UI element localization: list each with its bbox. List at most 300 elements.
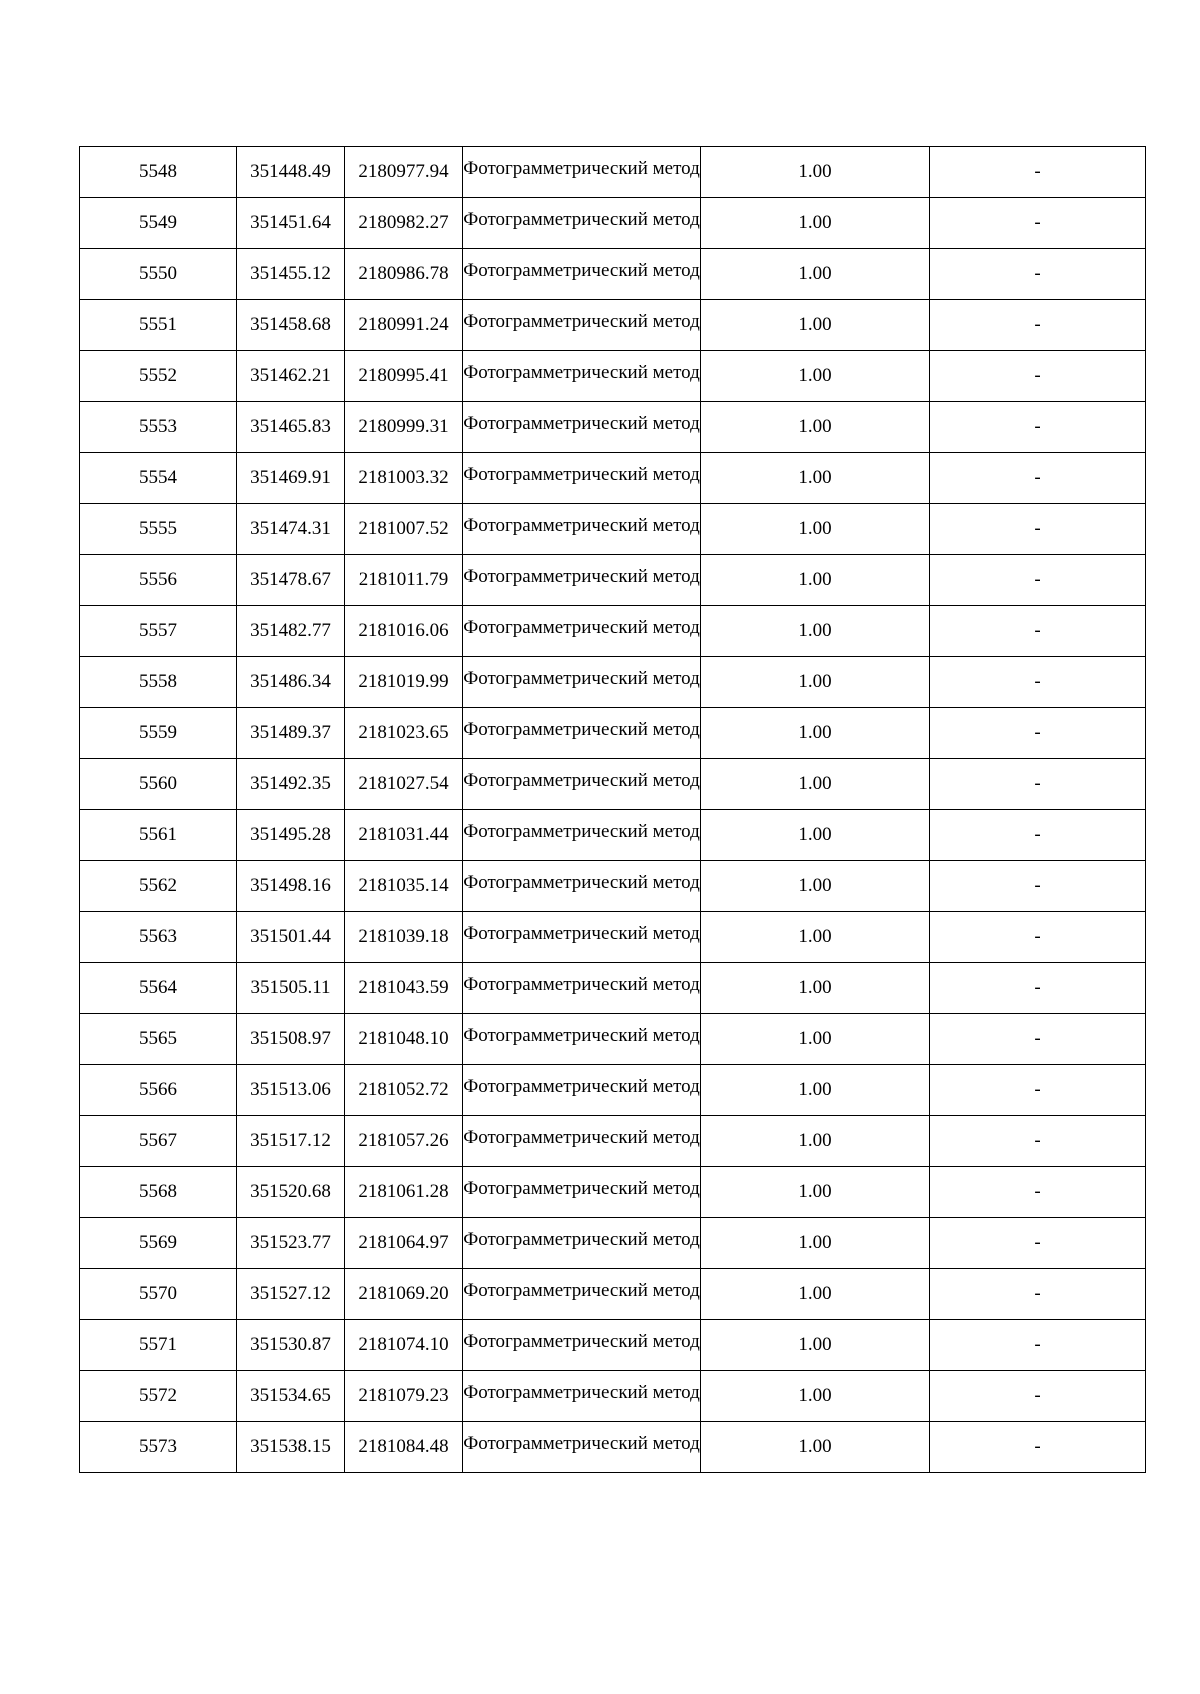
coordinate-y-text: 2181011.79 bbox=[358, 569, 449, 590]
coordinate-y-text: 2181084.48 bbox=[358, 1436, 449, 1457]
coordinate-x-text: 351508.97 bbox=[250, 1028, 331, 1049]
coordinate-x-cell bbox=[237, 861, 345, 912]
coordinates-table-body bbox=[80, 147, 1146, 1473]
table-row bbox=[80, 402, 1146, 453]
accuracy-cell bbox=[701, 912, 930, 963]
point-number-text: 5558 bbox=[139, 671, 177, 692]
point-number-cell bbox=[80, 504, 237, 555]
point-number-cell bbox=[80, 1422, 237, 1473]
coordinate-x-text: 351451.64 bbox=[250, 212, 331, 233]
coordinate-x-text: 351517.12 bbox=[250, 1130, 331, 1151]
point-number-text: 5565 bbox=[139, 1028, 177, 1049]
accuracy-cell bbox=[701, 300, 930, 351]
table-row bbox=[80, 759, 1146, 810]
coordinate-y-cell bbox=[345, 810, 463, 861]
coordinate-y-text: 2181064.97 bbox=[358, 1232, 449, 1253]
table-row bbox=[80, 504, 1146, 555]
note-text: - bbox=[1034, 1130, 1041, 1151]
accuracy-cell bbox=[701, 1065, 930, 1116]
accuracy-text: 1.00 bbox=[798, 977, 832, 998]
coordinate-y-cell bbox=[345, 1269, 463, 1320]
method-text: Фотограмметрический метод bbox=[463, 566, 700, 587]
method-text: Фотограмметрический метод bbox=[463, 1076, 700, 1097]
point-number-cell bbox=[80, 402, 237, 453]
coordinate-y-text: 2181023.65 bbox=[358, 722, 449, 743]
coordinate-y-cell bbox=[345, 1014, 463, 1065]
note-text: - bbox=[1034, 1385, 1041, 1406]
coordinate-y-text: 2181043.59 bbox=[358, 977, 449, 998]
point-number-cell bbox=[80, 1371, 237, 1422]
coordinate-y-cell bbox=[345, 555, 463, 606]
coordinate-y-cell bbox=[345, 504, 463, 555]
coordinate-x-text: 351465.83 bbox=[250, 416, 331, 437]
note-text: - bbox=[1034, 977, 1041, 998]
coordinate-x-text: 351482.77 bbox=[250, 620, 331, 641]
coordinate-y-cell bbox=[345, 912, 463, 963]
accuracy-cell bbox=[701, 1320, 930, 1371]
table-row bbox=[80, 147, 1146, 198]
table-row bbox=[80, 1320, 1146, 1371]
coordinate-y-text: 2180977.94 bbox=[358, 161, 449, 182]
note-cell bbox=[930, 1269, 1146, 1320]
accuracy-cell bbox=[701, 1167, 930, 1218]
accuracy-cell bbox=[701, 1218, 930, 1269]
point-number-cell bbox=[80, 198, 237, 249]
note-text: - bbox=[1034, 1232, 1041, 1253]
accuracy-text: 1.00 bbox=[798, 1385, 832, 1406]
coordinate-x-text: 351486.34 bbox=[250, 671, 331, 692]
method-cell bbox=[463, 453, 701, 504]
point-number-text: 5573 bbox=[139, 1436, 177, 1457]
note-cell bbox=[930, 1371, 1146, 1422]
coordinate-y-text: 2181007.52 bbox=[358, 518, 449, 539]
method-text: Фотограмметрический метод bbox=[463, 464, 700, 485]
coordinate-x-cell bbox=[237, 1218, 345, 1269]
coordinate-y-cell bbox=[345, 351, 463, 402]
coordinate-y-cell bbox=[345, 1320, 463, 1371]
point-number-cell bbox=[80, 1014, 237, 1065]
coordinate-x-text: 351495.28 bbox=[250, 824, 331, 845]
coordinate-y-text: 2180982.27 bbox=[358, 212, 449, 233]
method-cell bbox=[463, 351, 701, 402]
method-text: Фотограмметрический метод bbox=[463, 311, 700, 332]
point-number-text: 5548 bbox=[139, 161, 177, 182]
coordinate-x-text: 351498.16 bbox=[250, 875, 331, 896]
coordinate-x-cell bbox=[237, 402, 345, 453]
point-number-text: 5561 bbox=[139, 824, 177, 845]
point-number-text: 5564 bbox=[139, 977, 177, 998]
method-cell bbox=[463, 300, 701, 351]
coordinate-y-text: 2181003.32 bbox=[358, 467, 449, 488]
accuracy-cell bbox=[701, 708, 930, 759]
coordinate-x-cell bbox=[237, 606, 345, 657]
method-cell bbox=[463, 861, 701, 912]
method-text: Фотограмметрический метод bbox=[463, 1178, 700, 1199]
note-text: - bbox=[1034, 569, 1041, 590]
note-cell bbox=[930, 198, 1146, 249]
coordinate-x-cell bbox=[237, 963, 345, 1014]
point-number-cell bbox=[80, 1218, 237, 1269]
method-cell bbox=[463, 963, 701, 1014]
accuracy-cell bbox=[701, 147, 930, 198]
coordinate-x-text: 351538.15 bbox=[250, 1436, 331, 1457]
note-cell bbox=[930, 402, 1146, 453]
accuracy-text: 1.00 bbox=[798, 1232, 832, 1253]
method-cell bbox=[463, 1065, 701, 1116]
note-text: - bbox=[1034, 1283, 1041, 1304]
coordinate-x-text: 351527.12 bbox=[250, 1283, 331, 1304]
note-cell bbox=[930, 300, 1146, 351]
note-cell bbox=[930, 147, 1146, 198]
method-cell bbox=[463, 555, 701, 606]
coordinate-y-cell bbox=[345, 1371, 463, 1422]
method-text: Фотограмметрический метод bbox=[463, 1025, 700, 1046]
note-text: - bbox=[1034, 1436, 1041, 1457]
note-cell bbox=[930, 1014, 1146, 1065]
coordinate-x-cell bbox=[237, 1014, 345, 1065]
accuracy-text: 1.00 bbox=[798, 1028, 832, 1049]
accuracy-text: 1.00 bbox=[798, 824, 832, 845]
method-cell bbox=[463, 1371, 701, 1422]
note-text: - bbox=[1034, 212, 1041, 233]
table-row bbox=[80, 1116, 1146, 1167]
method-cell bbox=[463, 198, 701, 249]
point-number-cell bbox=[80, 1116, 237, 1167]
method-cell bbox=[463, 606, 701, 657]
method-text: Фотограмметрический метод bbox=[463, 668, 700, 689]
point-number-cell bbox=[80, 912, 237, 963]
accuracy-text: 1.00 bbox=[798, 212, 832, 233]
coordinate-x-cell bbox=[237, 1065, 345, 1116]
coordinate-x-cell bbox=[237, 300, 345, 351]
coordinate-y-text: 2181027.54 bbox=[358, 773, 449, 794]
coordinate-y-cell bbox=[345, 861, 463, 912]
coordinate-x-cell bbox=[237, 657, 345, 708]
table-row bbox=[80, 555, 1146, 606]
accuracy-text: 1.00 bbox=[798, 1079, 832, 1100]
note-text: - bbox=[1034, 671, 1041, 692]
coordinate-x-cell bbox=[237, 1269, 345, 1320]
accuracy-cell bbox=[701, 759, 930, 810]
table-row bbox=[80, 453, 1146, 504]
accuracy-text: 1.00 bbox=[798, 926, 832, 947]
method-text: Фотограмметрический метод bbox=[463, 821, 700, 842]
note-text: - bbox=[1034, 1028, 1041, 1049]
method-text: Фотограмметрический метод bbox=[463, 209, 700, 230]
point-number-text: 5550 bbox=[139, 263, 177, 284]
table-row bbox=[80, 963, 1146, 1014]
coordinate-x-cell bbox=[237, 1116, 345, 1167]
method-text: Фотограмметрический метод bbox=[463, 1280, 700, 1301]
coordinate-x-cell bbox=[237, 1167, 345, 1218]
table-row bbox=[80, 1371, 1146, 1422]
point-number-cell bbox=[80, 861, 237, 912]
method-text: Фотограмметрический метод bbox=[463, 1229, 700, 1250]
point-number-text: 5562 bbox=[139, 875, 177, 896]
point-number-cell bbox=[80, 351, 237, 402]
table-row bbox=[80, 810, 1146, 861]
point-number-text: 5556 bbox=[139, 569, 177, 590]
coordinate-x-text: 351523.77 bbox=[250, 1232, 331, 1253]
accuracy-text: 1.00 bbox=[798, 314, 832, 335]
coordinate-x-text: 351501.44 bbox=[250, 926, 331, 947]
coordinate-y-text: 2181069.20 bbox=[358, 1283, 449, 1304]
point-number-text: 5572 bbox=[139, 1385, 177, 1406]
method-text: Фотограмметрический метод bbox=[463, 923, 700, 944]
accuracy-cell bbox=[701, 351, 930, 402]
accuracy-text: 1.00 bbox=[798, 1130, 832, 1151]
note-text: - bbox=[1034, 875, 1041, 896]
accuracy-text: 1.00 bbox=[798, 620, 832, 641]
coordinate-x-cell bbox=[237, 147, 345, 198]
note-text: - bbox=[1034, 161, 1041, 182]
note-text: - bbox=[1034, 620, 1041, 641]
method-cell bbox=[463, 912, 701, 963]
accuracy-text: 1.00 bbox=[798, 161, 832, 182]
coordinates-table bbox=[79, 146, 1146, 1473]
coordinate-x-text: 351474.31 bbox=[250, 518, 331, 539]
point-number-text: 5569 bbox=[139, 1232, 177, 1253]
table-row bbox=[80, 300, 1146, 351]
point-number-text: 5568 bbox=[139, 1181, 177, 1202]
coordinate-y-text: 2181061.28 bbox=[358, 1181, 449, 1202]
note-cell bbox=[930, 810, 1146, 861]
coordinate-x-cell bbox=[237, 912, 345, 963]
method-text: Фотограмметрический метод bbox=[463, 974, 700, 995]
note-cell bbox=[930, 504, 1146, 555]
method-cell bbox=[463, 708, 701, 759]
coordinate-y-cell bbox=[345, 402, 463, 453]
coordinate-y-cell bbox=[345, 963, 463, 1014]
accuracy-text: 1.00 bbox=[798, 722, 832, 743]
note-cell bbox=[930, 1167, 1146, 1218]
method-cell bbox=[463, 1269, 701, 1320]
note-text: - bbox=[1034, 263, 1041, 284]
point-number-text: 5552 bbox=[139, 365, 177, 386]
accuracy-cell bbox=[701, 963, 930, 1014]
coordinate-x-text: 351458.68 bbox=[250, 314, 331, 335]
coordinate-x-text: 351530.87 bbox=[250, 1334, 331, 1355]
note-text: - bbox=[1034, 314, 1041, 335]
note-text: - bbox=[1034, 467, 1041, 488]
note-cell bbox=[930, 606, 1146, 657]
coordinate-x-cell bbox=[237, 249, 345, 300]
point-number-text: 5553 bbox=[139, 416, 177, 437]
table-row bbox=[80, 1014, 1146, 1065]
point-number-cell bbox=[80, 606, 237, 657]
accuracy-cell bbox=[701, 1269, 930, 1320]
coordinate-x-cell bbox=[237, 1422, 345, 1473]
note-cell bbox=[930, 351, 1146, 402]
accuracy-text: 1.00 bbox=[798, 416, 832, 437]
coordinate-y-text: 2181057.26 bbox=[358, 1130, 449, 1151]
table-row bbox=[80, 657, 1146, 708]
coordinate-y-cell bbox=[345, 708, 463, 759]
accuracy-cell bbox=[701, 402, 930, 453]
note-text: - bbox=[1034, 926, 1041, 947]
coordinate-y-text: 2181052.72 bbox=[358, 1079, 449, 1100]
coordinate-y-cell bbox=[345, 1167, 463, 1218]
method-text: Фотограмметрический метод bbox=[463, 872, 700, 893]
note-cell bbox=[930, 759, 1146, 810]
coordinate-x-cell bbox=[237, 351, 345, 402]
method-text: Фотограмметрический метод bbox=[463, 260, 700, 281]
coordinate-x-text: 351492.35 bbox=[250, 773, 331, 794]
coordinate-x-text: 351513.06 bbox=[250, 1079, 331, 1100]
point-number-cell bbox=[80, 1065, 237, 1116]
table-row bbox=[80, 861, 1146, 912]
note-cell bbox=[930, 1065, 1146, 1116]
coordinate-x-cell bbox=[237, 708, 345, 759]
accuracy-text: 1.00 bbox=[798, 569, 832, 590]
accuracy-text: 1.00 bbox=[798, 1181, 832, 1202]
coordinate-x-cell bbox=[237, 555, 345, 606]
coordinate-y-cell bbox=[345, 1422, 463, 1473]
coordinate-x-cell bbox=[237, 504, 345, 555]
point-number-text: 5560 bbox=[139, 773, 177, 794]
table-row bbox=[80, 1065, 1146, 1116]
note-cell bbox=[930, 861, 1146, 912]
point-number-text: 5567 bbox=[139, 1130, 177, 1151]
note-text: - bbox=[1034, 1181, 1041, 1202]
method-cell bbox=[463, 504, 701, 555]
coordinate-y-cell bbox=[345, 1065, 463, 1116]
coordinate-x-cell bbox=[237, 453, 345, 504]
point-number-cell bbox=[80, 1320, 237, 1371]
note-cell bbox=[930, 912, 1146, 963]
coordinate-y-text: 2181035.14 bbox=[358, 875, 449, 896]
point-number-cell bbox=[80, 147, 237, 198]
accuracy-cell bbox=[701, 606, 930, 657]
note-text: - bbox=[1034, 1334, 1041, 1355]
method-text: Фотограмметрический метод bbox=[463, 617, 700, 638]
coordinate-y-cell bbox=[345, 1116, 463, 1167]
accuracy-text: 1.00 bbox=[798, 773, 832, 794]
table-row bbox=[80, 1269, 1146, 1320]
accuracy-text: 1.00 bbox=[798, 518, 832, 539]
point-number-text: 5557 bbox=[139, 620, 177, 641]
coordinate-y-text: 2181079.23 bbox=[358, 1385, 449, 1406]
accuracy-cell bbox=[701, 810, 930, 861]
note-cell bbox=[930, 963, 1146, 1014]
accuracy-cell bbox=[701, 1422, 930, 1473]
coordinate-y-text: 2180991.24 bbox=[358, 314, 449, 335]
note-cell bbox=[930, 1422, 1146, 1473]
accuracy-text: 1.00 bbox=[798, 875, 832, 896]
point-number-cell bbox=[80, 759, 237, 810]
coordinate-x-text: 351448.49 bbox=[250, 161, 331, 182]
method-text: Фотограмметрический метод bbox=[463, 158, 700, 179]
note-text: - bbox=[1034, 722, 1041, 743]
accuracy-text: 1.00 bbox=[798, 1283, 832, 1304]
accuracy-text: 1.00 bbox=[798, 263, 832, 284]
table-row bbox=[80, 249, 1146, 300]
accuracy-cell bbox=[701, 198, 930, 249]
note-cell bbox=[930, 1218, 1146, 1269]
table-row bbox=[80, 1422, 1146, 1473]
coordinate-x-cell bbox=[237, 1371, 345, 1422]
method-cell bbox=[463, 1422, 701, 1473]
table-row bbox=[80, 1167, 1146, 1218]
accuracy-cell bbox=[701, 1014, 930, 1065]
method-text: Фотограмметрический метод bbox=[463, 1331, 700, 1352]
point-number-text: 5554 bbox=[139, 467, 177, 488]
coordinate-y-cell bbox=[345, 1218, 463, 1269]
table-row bbox=[80, 1218, 1146, 1269]
coordinate-y-cell bbox=[345, 198, 463, 249]
note-text: - bbox=[1034, 1079, 1041, 1100]
point-number-cell bbox=[80, 1167, 237, 1218]
note-cell bbox=[930, 555, 1146, 606]
accuracy-text: 1.00 bbox=[798, 671, 832, 692]
coordinate-y-cell bbox=[345, 453, 463, 504]
method-cell bbox=[463, 759, 701, 810]
coordinate-y-text: 2180999.31 bbox=[358, 416, 449, 437]
coordinate-x-text: 351462.21 bbox=[250, 365, 331, 386]
coordinate-x-text: 351478.67 bbox=[250, 569, 331, 590]
coordinate-y-text: 2181074.10 bbox=[358, 1334, 449, 1355]
coordinate-x-cell bbox=[237, 759, 345, 810]
point-number-text: 5570 bbox=[139, 1283, 177, 1304]
coordinate-y-text: 2181048.10 bbox=[358, 1028, 449, 1049]
accuracy-text: 1.00 bbox=[798, 1334, 832, 1355]
accuracy-text: 1.00 bbox=[798, 1436, 832, 1457]
coordinate-y-text: 2181039.18 bbox=[358, 926, 449, 947]
coordinate-x-text: 351469.91 bbox=[250, 467, 331, 488]
point-number-cell bbox=[80, 453, 237, 504]
table-row bbox=[80, 708, 1146, 759]
point-number-text: 5563 bbox=[139, 926, 177, 947]
method-cell bbox=[463, 1320, 701, 1371]
method-cell bbox=[463, 810, 701, 861]
accuracy-cell bbox=[701, 1116, 930, 1167]
point-number-text: 5551 bbox=[139, 314, 177, 335]
method-text: Фотограмметрический метод bbox=[463, 1433, 700, 1454]
point-number-cell bbox=[80, 810, 237, 861]
point-number-cell bbox=[80, 963, 237, 1014]
point-number-cell bbox=[80, 300, 237, 351]
coordinate-x-text: 351534.65 bbox=[250, 1385, 331, 1406]
note-text: - bbox=[1034, 365, 1041, 386]
coordinate-y-cell bbox=[345, 300, 463, 351]
coordinate-y-cell bbox=[345, 606, 463, 657]
method-text: Фотограмметрический метод bbox=[463, 413, 700, 434]
point-number-cell bbox=[80, 1269, 237, 1320]
accuracy-text: 1.00 bbox=[798, 467, 832, 488]
table-row bbox=[80, 606, 1146, 657]
accuracy-cell bbox=[701, 504, 930, 555]
point-number-cell bbox=[80, 555, 237, 606]
accuracy-cell bbox=[701, 249, 930, 300]
point-number-text: 5571 bbox=[139, 1334, 177, 1355]
note-cell bbox=[930, 657, 1146, 708]
method-cell bbox=[463, 249, 701, 300]
coordinate-y-cell bbox=[345, 657, 463, 708]
point-number-text: 5566 bbox=[139, 1079, 177, 1100]
method-text: Фотограмметрический метод bbox=[463, 1127, 700, 1148]
note-cell bbox=[930, 708, 1146, 759]
point-number-text: 5549 bbox=[139, 212, 177, 233]
note-text: - bbox=[1034, 824, 1041, 845]
method-cell bbox=[463, 147, 701, 198]
coordinate-x-cell bbox=[237, 1320, 345, 1371]
point-number-cell bbox=[80, 708, 237, 759]
note-cell bbox=[930, 249, 1146, 300]
note-cell bbox=[930, 1320, 1146, 1371]
note-text: - bbox=[1034, 416, 1041, 437]
note-cell bbox=[930, 453, 1146, 504]
table-row bbox=[80, 912, 1146, 963]
